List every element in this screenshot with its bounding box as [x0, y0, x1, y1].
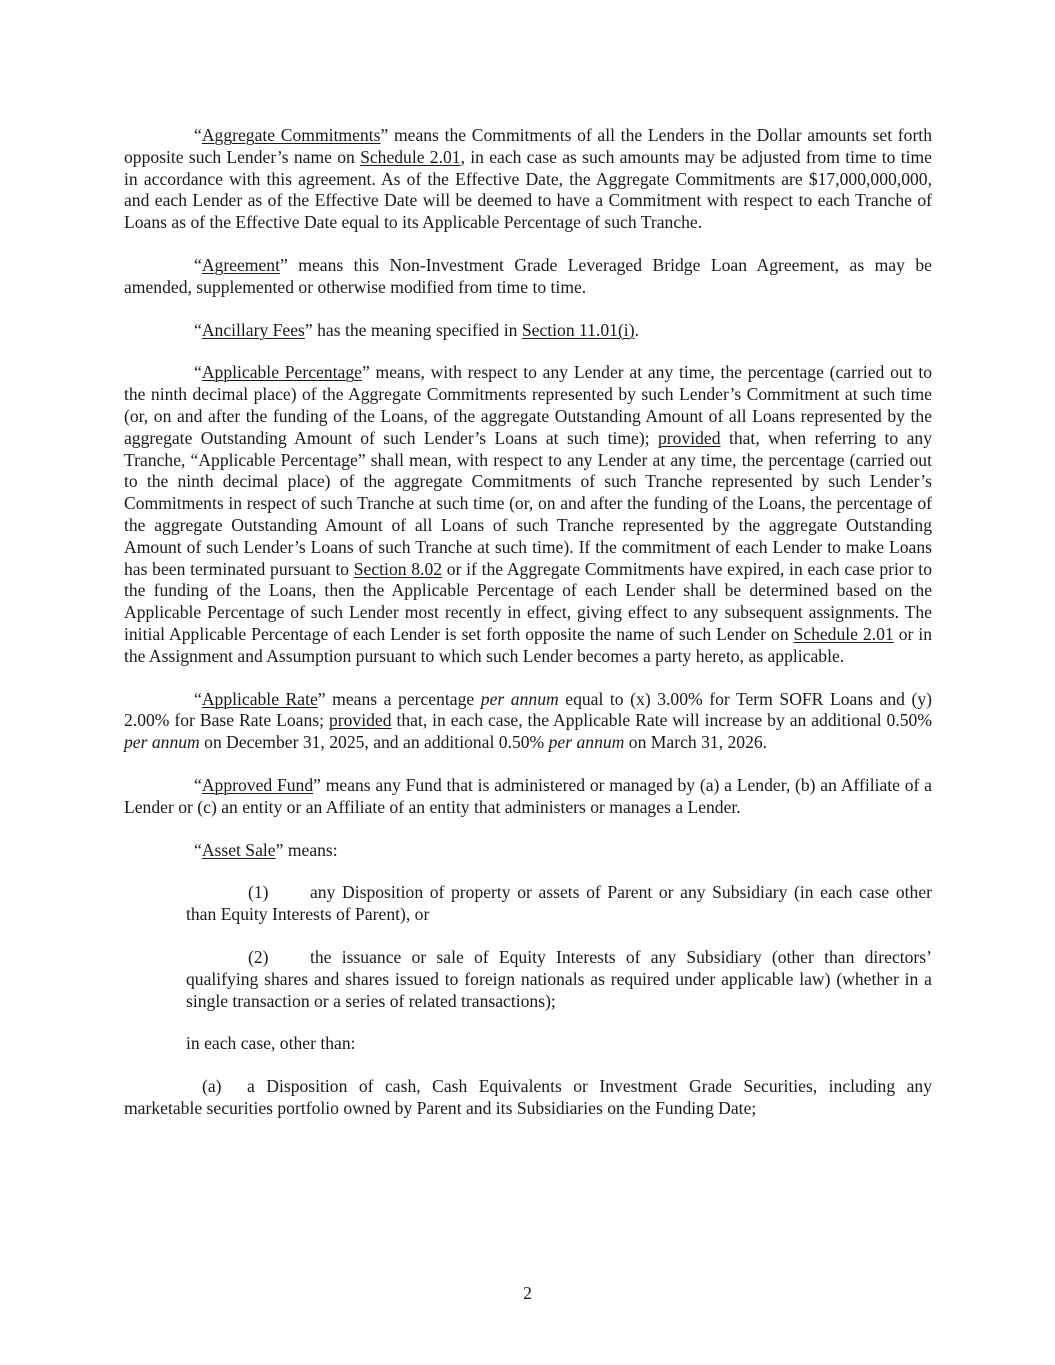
definition-applicable-percentage: “Applicable Percentage” means, with respect to any Lender at any time, the percentage (carried out to the ninth decimal place) of the Aggregate Commitments represented by such Lender’s Commitment at such time (or, on and after the funding of the Loans, of the aggregate Outstanding Amount of all Loans represented by the aggregate Outstanding Amount of such Lender’s Loans at such time); provided that, when referring to any Tranche, “Applicable Percentage” shall mean, with respect to any Lender at any time, the percentage (carried out to the ninth decimal place) of the aggregate Commitments of such Tranche represented by such Lender’s Commitments in respect of such Tranche at such time (or, on and after the funding of the Loans, the percentage of the aggregate Outstanding Amount of all Loans of such Tranche represented by the aggregate Outstanding Amount of such Lender’s Loans of such Tranche at such time). If the commitment of each Lender to make Loans has been terminated pursuant to Section 8.02 or if the Aggregate Commitments have expired, in each case prior to the funding of the Loans, then the Applicable Percentage of each Lender shall be determined based on the Applicable Percentage of such Lender most recently in effect, giving effect to any subsequent assignments. The initial Applicable Percentage of each Lender is set forth opposite the name of such Lender on Schedule 2.01 or in the Assignment and Assumption pursuant to which such Lender becomes a party hereto, as applicable. — [124, 362, 933, 666]
defined-term: Applicable Percentage — [201, 362, 362, 383]
defined-term: Ancillary Fees — [201, 319, 305, 340]
defined-term: Agreement — [201, 254, 280, 275]
cross-reference: Section 11.01(i) — [521, 319, 635, 340]
item-number: (a) — [202, 1076, 222, 1097]
definition-approved-fund: “Approved Fund” means any Fund that is administered or managed by (a) a Lender, (b) an Affiliate of a Lender or (c) an entity or an Affiliate of an entity that administers or manages a Lender. — [124, 774, 932, 817]
definition-applicable-rate: “Applicable Rate” means a percentage per annum equal to (x) 3.00% for Term SOFR Loans and (y) 2.00% for Base Rate Loans; provided that, in each case, the Applicable Rate will increase by an additional 0.50% per annum on December 31, 2025, and an additional 0.50% per annum on March 31, 2026. — [124, 688, 932, 753]
defined-term: Aggregate Commitments — [201, 125, 381, 145]
asset-sale-exceptions-intro: in each case, other than: — [186, 1033, 356, 1054]
document-page — [124, 125, 932, 1141]
definition-asset-sale: “Asset Sale” means: — [194, 839, 338, 860]
proviso: provided — [658, 427, 721, 448]
defined-term: Approved Fund — [201, 774, 314, 795]
item-number: (2) — [248, 946, 269, 967]
definition-agreement: “Agreement” means this Non-Investment Grade Leveraged Bridge Loan Agreement, as may be amended, supplemented or otherwise modified from time to time. — [124, 254, 932, 297]
asset-sale-exception-a: (a) a Disposition of cash, Cash Equivalents or Investment Grade Securities, including any marketable securities portfolio owned by Parent and its Subsidiaries on the Funding Date; — [124, 1076, 932, 1118]
asset-sale-item-2: (2) the issuance or sale of Equity Interests of any Subsidiary (other than directors’ qualifying shares and shares issued to foreign nationals as required under applicable law) (whether in a single transaction or a series of related transactions); — [186, 946, 932, 1011]
item-number: (1) — [248, 882, 269, 903]
definition-ancillary-fees: “Ancillary Fees” has the meaning specified in Section 11.01(i). — [194, 319, 639, 340]
cross-reference: Schedule 2.01 — [793, 623, 894, 644]
cross-reference: Schedule 2.01 — [360, 146, 461, 167]
proviso: provided — [328, 710, 392, 731]
asset-sale-item-1: (1) any Disposition of property or assets of Parent or any Subsidiary (in each case other than Equity Interests of Parent), or — [186, 882, 932, 925]
defined-term: Applicable Rate — [201, 688, 318, 709]
page-number: 2 — [523, 1283, 532, 1303]
defined-term: Asset Sale — [201, 839, 276, 860]
definition-aggregate-commitments: “Aggregate Commitments” means the Commitments of all the Lenders in the Dollar amounts set forth opposite such Lender’s name on Schedule 2.01, in each case as such amounts may be adjusted from time to time in accordance with this agreement. As of the Effective Date, the Aggregate Commitments are $17,000,000,000, and each Lender as of the Effective Date will be deemed to have a Commitment with respect to each Tranche of Loans as of the Effective Date equal to its Applicable Percentage of such Tranche. — [124, 125, 932, 233]
cross-reference: Section 8.02 — [353, 558, 443, 579]
